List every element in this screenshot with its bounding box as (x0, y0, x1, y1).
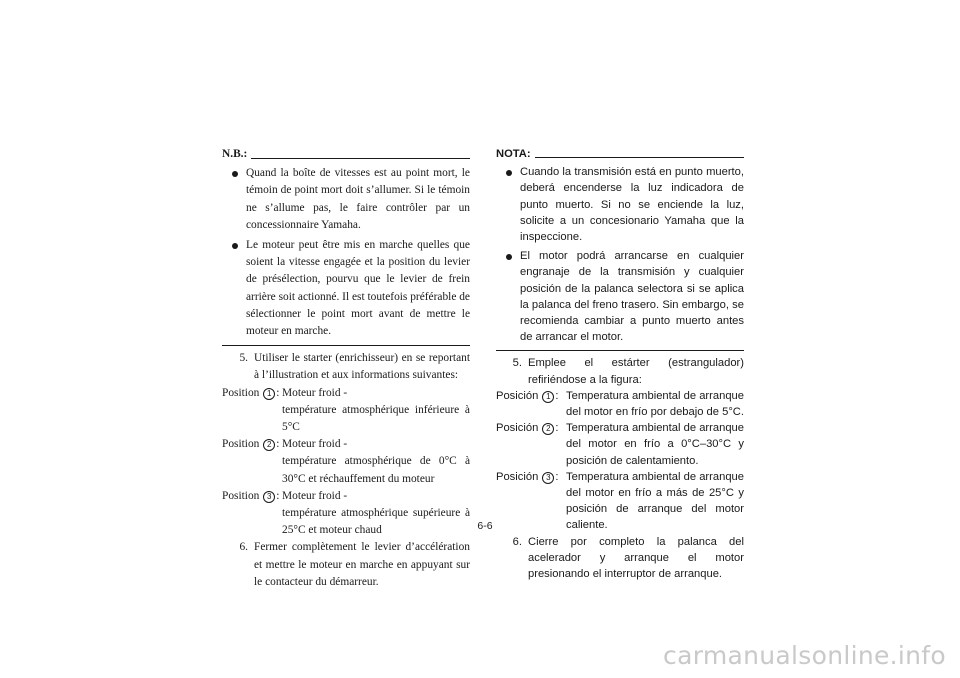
position-label: Posición 3 : (496, 470, 559, 483)
watermark: carmanualsonline.info (663, 641, 946, 670)
step-text: Cierre por completo la palanca del acelerador y arranque el motor presionando el interruptor de arranque. (528, 535, 744, 581)
position-3 (222, 488, 470, 540)
position-text: Temperatura ambiental de arranque del motor en frío por debajo de 5°C. (566, 389, 744, 419)
position-1 (496, 388, 744, 420)
bullet-icon (506, 254, 512, 260)
note-bullet (496, 248, 744, 345)
position-label: Position 3 : (222, 489, 280, 502)
circled-number-icon: 2 (542, 423, 554, 435)
note-rule (535, 157, 744, 158)
position-1 (222, 385, 470, 437)
note-rule (251, 158, 470, 159)
step-text: Emplee el estárter (estrangulador) refiriéndose a la figura: (528, 357, 744, 386)
position-label: Posición 1 : (496, 389, 559, 402)
note-label: N.B.: (222, 148, 248, 160)
bullet-text: Quand la boîte de vitesses est au point mort, le témoin de point mort doit s’allumer. Si le témoin ne s’allume pas, le faire contrôler par un concessionnaire Yamaha. (246, 167, 470, 231)
position-text: Moteur froid - température atmosphérique supérieure à 25°C et moteur chaud (282, 489, 470, 537)
french-column (222, 146, 470, 591)
note-header (496, 146, 744, 162)
position-label: Position 2 : (222, 438, 280, 451)
page-number: 6-6 (477, 520, 493, 532)
circled-number-icon: 3 (263, 491, 275, 503)
position-3 (496, 469, 744, 534)
spanish-column (496, 146, 744, 582)
position-text: Temperatura ambiental de arranque del motor en frío a 0°C–30°C y posición de calentamiento. (566, 422, 744, 467)
note-bullet (222, 237, 470, 340)
bullet-text: Le moteur peut être mis en marche quelles que soient la vitesse engagée et la position du levier de présélection, pourvu que le levier de frein arrière soit actionné. Il est toutefois préférable de sélectionner le point mort avant de mettre le moteur en marche. (246, 239, 470, 338)
step-5 (496, 355, 744, 387)
note-end-rule (222, 345, 470, 346)
step-number: 6. (512, 535, 522, 548)
bullet-icon (506, 170, 512, 176)
position-text: Moteur froid - température atmosphérique inférieure à 5°C (282, 386, 470, 434)
position-label: Posición 2 : (496, 422, 559, 435)
step-text: Fermer complètement le levier d’accélération et mettre le moteur en marche en appuyant sur le contacteur du démarreur. (254, 541, 470, 588)
note-header (222, 146, 470, 163)
step-6 (222, 539, 470, 591)
bullet-text: El motor podrá arrancarse en cualquier engranaje de la transmisión y cualquier posición de la palanca selectora si se aplica la palanca del freno trasero. Sin embargo, se recomienda cambiar a punto muerto antes de arrancar el motor. (520, 250, 744, 344)
step-6 (496, 534, 744, 583)
bullet-icon (232, 243, 238, 249)
step-number: 5. (512, 357, 522, 370)
step-text: Utiliser le starter (enrichisseur) en se reportant à l’illustration et aux informations suivantes: (254, 352, 470, 382)
note-bullet (496, 164, 744, 245)
bullet-icon (232, 171, 238, 177)
step-5 (222, 350, 470, 384)
note-bullet (222, 165, 470, 234)
position-text: Moteur froid - température atmosphérique de 0°C à 30°C et réchauffement du moteur (282, 438, 470, 485)
step-number: 5. (239, 352, 248, 365)
position-2 (222, 436, 470, 488)
position-2 (496, 420, 744, 469)
circled-number-icon: 2 (263, 439, 275, 451)
circled-number-icon: 1 (542, 391, 554, 403)
circled-number-icon: 3 (542, 472, 554, 484)
note-end-rule (496, 350, 744, 351)
circled-number-icon: 1 (263, 388, 275, 400)
position-label: Position 1 : (222, 386, 280, 399)
bullet-text: Cuando la transmisión está en punto muerto, deberá encenderse la luz indicadora de punto muerto. Si no se enciende la luz, solicite a un concesionario Yamaha que la inspeccione. (520, 166, 744, 244)
position-text: Temperatura ambiental de arranque del motor en frío a más de 25°C y posición de arranque del motor caliente. (566, 470, 744, 532)
step-number: 6. (239, 541, 248, 554)
note-label: NOTA: (496, 148, 531, 160)
